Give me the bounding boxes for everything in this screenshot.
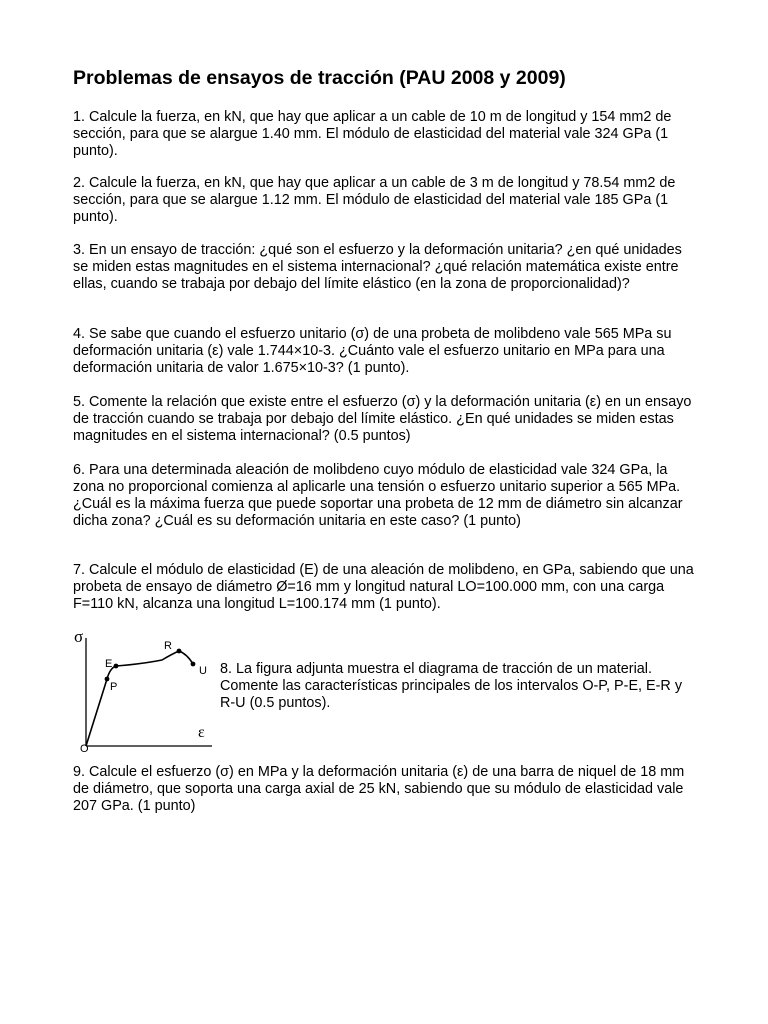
stress-strain-curve bbox=[86, 651, 193, 746]
question-5: 5. Comente la relación que existe entre el esfuerzo (σ) y la deformación unitaria (ε) en un ensayo de tracción cuando se trabaja por debajo del límite elástico. ¿En qué unidades se miden estas magnitudes en el sistema internacional? (0.5 puntos) bbox=[73, 394, 692, 444]
stress-strain-diagram bbox=[72, 626, 217, 756]
question-4: 4. Se sabe que cuando el esfuerzo unitario (σ) de una probeta de molibdeno vale 565 MPa su deformación unitaria (ε) vale 1.744×10-3. ¿Cuánto vale el esfuerzo unitario en MPa para una deformación unitaria de valor 1.675×10-3? (1 punto). bbox=[73, 326, 672, 376]
question-8: 8. La figura adjunta muestra el diagrama de tracción de un material. Comente las características principales de los intervalos O-P, P-E, E-R y R-U (0.5 puntos). bbox=[220, 661, 683, 711]
stress-strain-diagram-svg bbox=[72, 626, 217, 756]
point-e-label: E bbox=[105, 658, 113, 670]
question-6: 6. Para una determinada aleación de molibdeno cuyo módulo de elasticidad vale 324 GPa, la zona no proporcional comienza al aplicarle una tensión o esfuerzo unitario superior a 565 MPa. ¿Cuál es la máxima fuerza que puede soportar una probeta de 12 mm de diámetro sin alcanzar dicha zona? ¿Cuál es su deformación unitaria en este caso? (1 punto) bbox=[73, 462, 683, 529]
point-u-label: U bbox=[199, 665, 207, 677]
point-o-label: O bbox=[80, 743, 89, 755]
question-9: 9. Calcule el esfuerzo (σ) en MPa y la deformación unitaria (ε) de una barra de niquel de 18 mm de diámetro, que soporta una carga axial de 25 kN, sabiendo que su módulo de elasticidad vale 207 GPa. (1 punto) bbox=[73, 764, 685, 814]
question-2: 2. Calcule la fuerza, en kN, que hay que aplicar a un cable de 3 m de longitud y 78.54 mm2 de sección, para que se alargue 1.12 mm. El módulo de elasticidad del material vale 185 GPa (1 punto). bbox=[73, 175, 676, 225]
question-7: 7. Calcule el módulo de elasticidad (E) de una aleación de molibdeno, en GPa, sabiendo que una probeta de ensayo de diámetro Ø=16 mm y longitud natural LO=100.000 mm, con una carga F=110 kN, alcanza una longitud L=100.174 mm (1 punto). bbox=[73, 562, 694, 612]
point-r-label: R bbox=[164, 640, 172, 652]
point-p bbox=[105, 677, 110, 682]
question-1: 1. Calcule la fuerza, en kN, que hay que aplicar a un cable de 10 m de longitud y 154 mm2 de sección, para que se alargue 1.40 mm. El módulo de elasticidad del material vale 324 GPa (1 punto). bbox=[73, 109, 672, 159]
epsilon-label: ε bbox=[198, 724, 205, 741]
page-title: Problemas de ensayos de tracción (PAU 2008 y 2009) bbox=[73, 67, 566, 89]
point-u bbox=[191, 662, 196, 667]
sigma-label: σ bbox=[74, 627, 84, 646]
point-e bbox=[114, 664, 119, 669]
point-r bbox=[177, 649, 182, 654]
point-p-label: P bbox=[110, 681, 118, 693]
question-3: 3. En un ensayo de tracción: ¿qué son el esfuerzo y la deformación unitaria? ¿en qué unidades se miden estas magnitudes en el sistema internacional? ¿qué relación matemática existe entre ellas, cuando se trabaja por debajo del límite elástico (en la zona de proporcionalidad)? bbox=[73, 242, 682, 292]
